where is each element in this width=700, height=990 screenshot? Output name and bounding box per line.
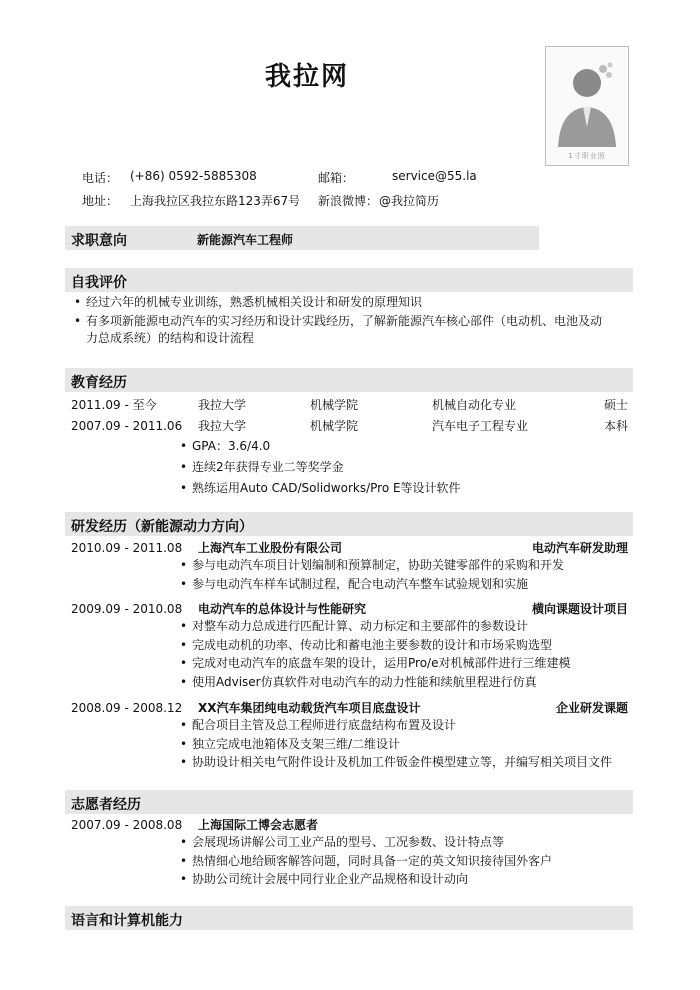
- rd-list: [180, 556, 564, 593]
- photo-caption: 1寸职业照: [568, 152, 606, 160]
- list-item: • 完成对电动汽车的底盘车架的设计，运用Pro/e对机械部件进行三维建模: [180, 654, 570, 673]
- objective-title: 求职意向: [71, 233, 127, 249]
- rd-bar: [65, 512, 633, 536]
- edu-college: 机械学院: [310, 398, 359, 412]
- edu-college: 机械学院: [310, 419, 359, 433]
- rd-role: 横向课题设计项目: [531, 602, 628, 616]
- list-item: • 参与电动汽车项目计划编制和预算制定，协助关键零部件的采购和开发: [180, 556, 564, 575]
- list-item: • GPA：3.6/4.0: [180, 436, 461, 457]
- education-bar: [65, 368, 633, 392]
- list-item: • 有多项新能源电动汽车的实习经历和设计实践经历，了解新能源汽车核心部件（电动机、电池及动: [74, 312, 602, 331]
- rd-date: 2010.09 - 2011.08: [71, 541, 183, 555]
- self-eval-title: 自我评价: [71, 275, 127, 291]
- edu-degree: 本科: [603, 419, 628, 433]
- edu-date: 2007.09 - 2011.06: [71, 419, 183, 433]
- edu-degree: 硕士: [603, 398, 628, 412]
- edu-school: 我拉大学: [198, 419, 247, 433]
- self-eval-continuation: 力总成系统）的结构和设计流程: [86, 331, 255, 345]
- rd-org: 上海汽车工业股份有限公司: [198, 541, 343, 555]
- education-title: 教育经历: [71, 375, 127, 391]
- list-item: • 参与电动汽车样车试制过程，配合电动汽车整车试验规划和实施: [180, 575, 564, 594]
- list-item: • 热情细心地给顾客解答问题，同时具备一定的英文知识接待国外客户: [180, 852, 552, 871]
- edu-major: 机械自动化专业: [432, 398, 517, 412]
- self-eval-bar: [65, 268, 633, 292]
- objective-value: 新能源汽车工程师: [197, 233, 294, 247]
- address-value: 上海我拉区我拉东路123弄67号: [130, 194, 301, 208]
- phone-label: 电话：: [82, 171, 119, 185]
- rd-role: 企业研发课题: [555, 701, 628, 715]
- list-item: • 独立完成电池箱体及支架三维/二维设计: [180, 735, 612, 754]
- volunteer-title: 志愿者经历: [71, 797, 141, 813]
- volunteer-date: 2007.09 - 2008.08: [71, 818, 183, 832]
- rd-role: 电动汽车研发助理: [531, 541, 628, 555]
- edu-date: 2011.09 - 至今: [71, 398, 157, 412]
- skills-bar: [65, 906, 633, 930]
- rd-date: 2008.09 - 2008.12: [71, 701, 183, 715]
- list-item: • 配合项目主管及总工程师进行底盘结构布置及设计: [180, 716, 612, 735]
- rd-date: 2009.09 - 2010.08: [71, 602, 183, 616]
- edu-school: 我拉大学: [198, 398, 247, 412]
- list-item: • 熟练运用Auto CAD/Solidworks/Pro E等设计软件: [180, 478, 461, 499]
- avatar-silhouette-icon: [546, 47, 628, 151]
- self-eval-list: [74, 293, 602, 330]
- skills-title: 语言和计算机能力: [71, 913, 183, 929]
- rd-title: 研发经历（新能源动力方向）: [71, 519, 253, 535]
- profile-photo: [545, 46, 629, 166]
- list-item: • 会展现场讲解公司工业产品的型号、工况参数、设计特点等: [180, 833, 552, 852]
- list-item: • 使用Adviser仿真软件对电动汽车的动力性能和续航里程进行仿真: [180, 673, 570, 692]
- list-item: • 完成电动机的功率、传动比和蓄电池主要参数的设计和市场采购选型: [180, 636, 570, 655]
- resume-name: 我拉网: [265, 62, 350, 92]
- rd-org: XX汽车集团纯电动载货汽车项目底盘设计: [198, 701, 421, 715]
- list-item: • 经过六年的机械专业训练，熟悉机械相关设计和研发的原理知识: [74, 293, 602, 312]
- list-item: • 协助设计相关电气附件设计及机加工件钣金件模型建立等，并编写相关项目文件: [180, 753, 612, 772]
- list-item: • 对整车动力总成进行匹配计算、动力标定和主要部件的参数设计: [180, 617, 570, 636]
- email-value[interactable]: service@55.la: [392, 169, 477, 183]
- address-label: 地址：: [82, 194, 119, 208]
- edu-major: 汽车电子工程专业: [432, 419, 529, 433]
- rd-org: 电动汽车的总体设计与性能研究: [198, 602, 367, 616]
- weibo-value[interactable]: @我拉简历: [379, 194, 440, 208]
- volunteer-bar: [65, 790, 633, 814]
- list-item: • 协助公司统计会展中同行业企业产品规格和设计动向: [180, 870, 552, 889]
- volunteer-org: 上海国际工博会志愿者: [198, 818, 319, 832]
- volunteer-list: [180, 833, 552, 889]
- list-item: • 连续2年获得专业二等奖学金: [180, 457, 461, 478]
- education-list: [180, 436, 461, 499]
- rd-list: [180, 716, 612, 772]
- weibo-label: 新浪微博：: [318, 194, 379, 208]
- rd-list: [180, 617, 570, 691]
- objective-bar: [65, 226, 539, 250]
- email-label: 邮箱：: [318, 171, 355, 185]
- phone-value: (+86) 0592-5885308: [130, 169, 257, 183]
